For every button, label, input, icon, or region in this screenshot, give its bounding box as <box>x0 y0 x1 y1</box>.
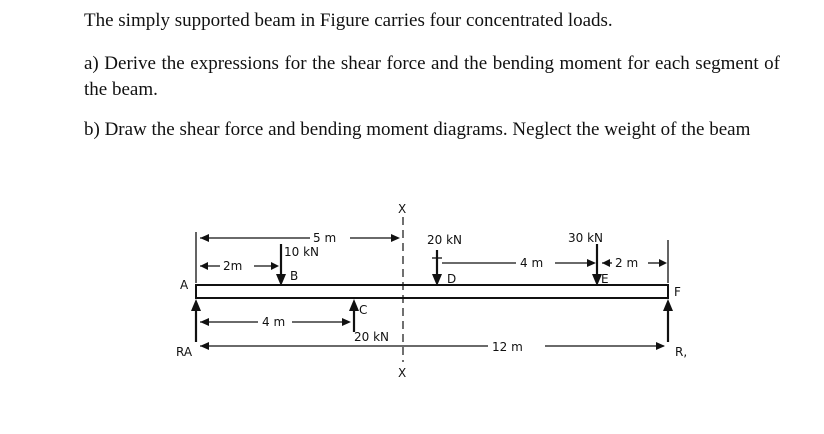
dimension-label-12m: 12 m <box>492 340 523 354</box>
dimension-label-4m-ac: 4 m <box>262 315 286 329</box>
question-part-b: b) Draw the shear force and bending moment diagrams. Neglect the weight of the beam <box>84 119 751 140</box>
dimension-12m <box>200 342 665 350</box>
dimension-4m-df <box>442 259 596 267</box>
load-label-b: 10 kN <box>284 245 320 259</box>
dimension-5m <box>200 234 400 242</box>
load-label-d: 20 kN <box>427 233 463 247</box>
load-label-e: 30 kN <box>568 231 604 245</box>
reaction-arrow-f <box>663 299 673 342</box>
dimension-label-4m-df: 4 m <box>520 256 544 270</box>
question-part-a: a) Derive the expressions for the shear force and the bending moment for each segment of the beam. <box>84 53 780 100</box>
section-label-top: X <box>398 202 407 216</box>
load-arrow-d <box>432 250 442 286</box>
point-label-e: E <box>601 272 609 286</box>
point-label-d: D <box>447 272 457 286</box>
load-arrow-c <box>349 299 359 332</box>
dimension-label-2m-ab: 2m <box>223 259 243 273</box>
reaction-label-f: R, <box>675 345 688 359</box>
question-intro: The simply supported beam in Figure carries four concentrated loads. <box>84 10 613 31</box>
beam <box>196 285 668 298</box>
point-label-f: F <box>674 285 681 299</box>
point-label-c: C <box>359 303 368 317</box>
dimension-label-2m-ef: 2 m <box>615 256 639 270</box>
reaction-arrow-a <box>191 299 201 342</box>
point-label-b: B <box>290 269 299 283</box>
load-label-c: 20 kN <box>354 330 390 344</box>
section-label-bottom: X <box>398 366 407 380</box>
point-label-a: A <box>180 278 189 292</box>
dimension-label-5m: 5 m <box>313 231 337 245</box>
reaction-label-a: RA <box>176 345 193 359</box>
